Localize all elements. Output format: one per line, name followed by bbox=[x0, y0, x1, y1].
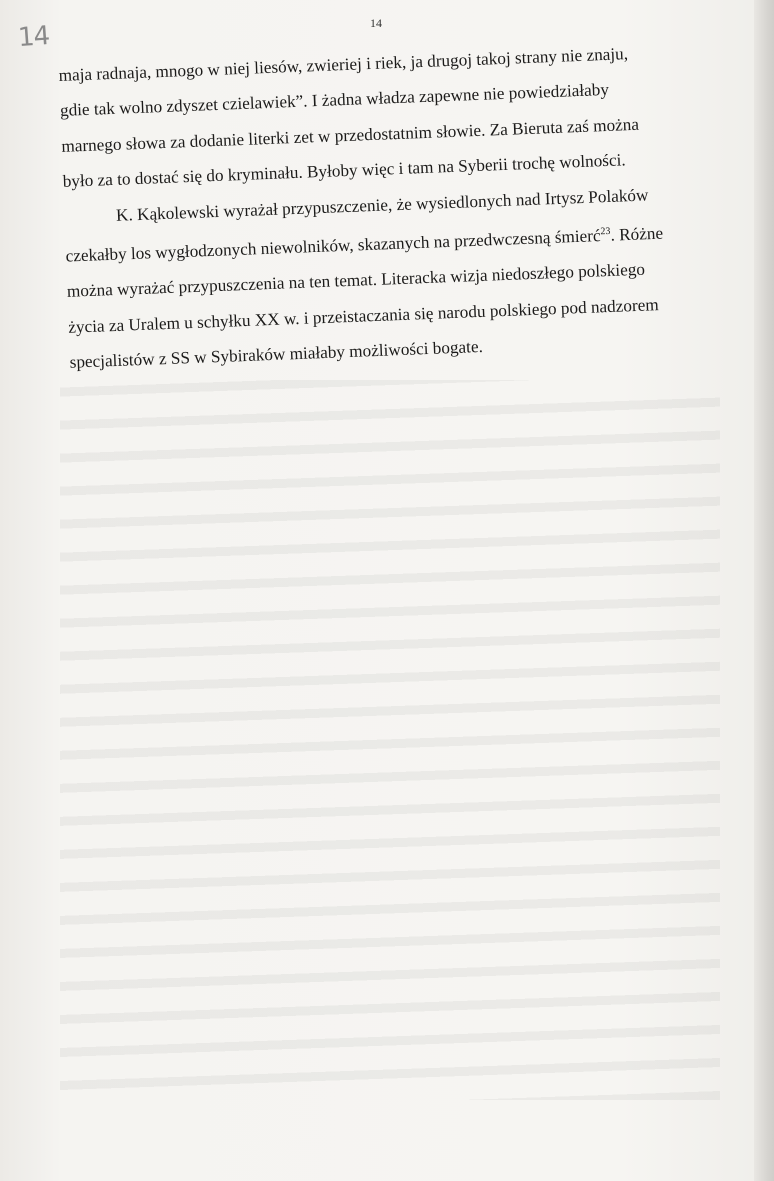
handwritten-page-number: 14 bbox=[16, 20, 51, 54]
text-line: K. Kąkolewski wyrażał przypuszczenie, że wysiedlonych nad Irtysz Polaków bbox=[115, 185, 649, 225]
paragraph-2 bbox=[63, 174, 729, 380]
main-text bbox=[58, 33, 730, 380]
printed-page-number: 14 bbox=[370, 16, 382, 30]
footnote-ref: 23 bbox=[600, 225, 611, 238]
text-line: marnego słowa za dodanie literki zet w przedostatnim słowie. Za Bieruta zaś można bbox=[61, 114, 640, 156]
text-line: gdie tak wolno zdyszet czielawiek”. I żadna władza zapewne nie powiedziałaby bbox=[59, 80, 610, 121]
text-line: maja radnaja, mnogo w niej liesów, zwieriej i riek, ja drugoj takoj strany nie znaju, bbox=[58, 44, 629, 85]
text-line: można wyrażać przypuszczenia na ten temat. Literacka wizja niedoszłego polskiego bbox=[66, 259, 646, 301]
paragraph-1 bbox=[58, 33, 723, 200]
show-through-texture bbox=[60, 380, 720, 1100]
text-segment: . Różne bbox=[610, 223, 664, 245]
page-edge bbox=[754, 0, 774, 1181]
text-line: specjalistów z SS w Sybiraków miałaby możliwości bogate. bbox=[69, 336, 484, 372]
text-line: życia za Uralem u schyłku XX w. i przeistaczania się narodu polskiego pod nadzorem bbox=[67, 294, 659, 337]
text-segment: czekałby los wygłodzonych niewolników, skazanych na przedwczesną śmierć bbox=[65, 226, 601, 266]
text-line: było za to dostać się do kryminału. Byłoby więc i tam na Syberii trochę wolności. bbox=[62, 150, 626, 192]
